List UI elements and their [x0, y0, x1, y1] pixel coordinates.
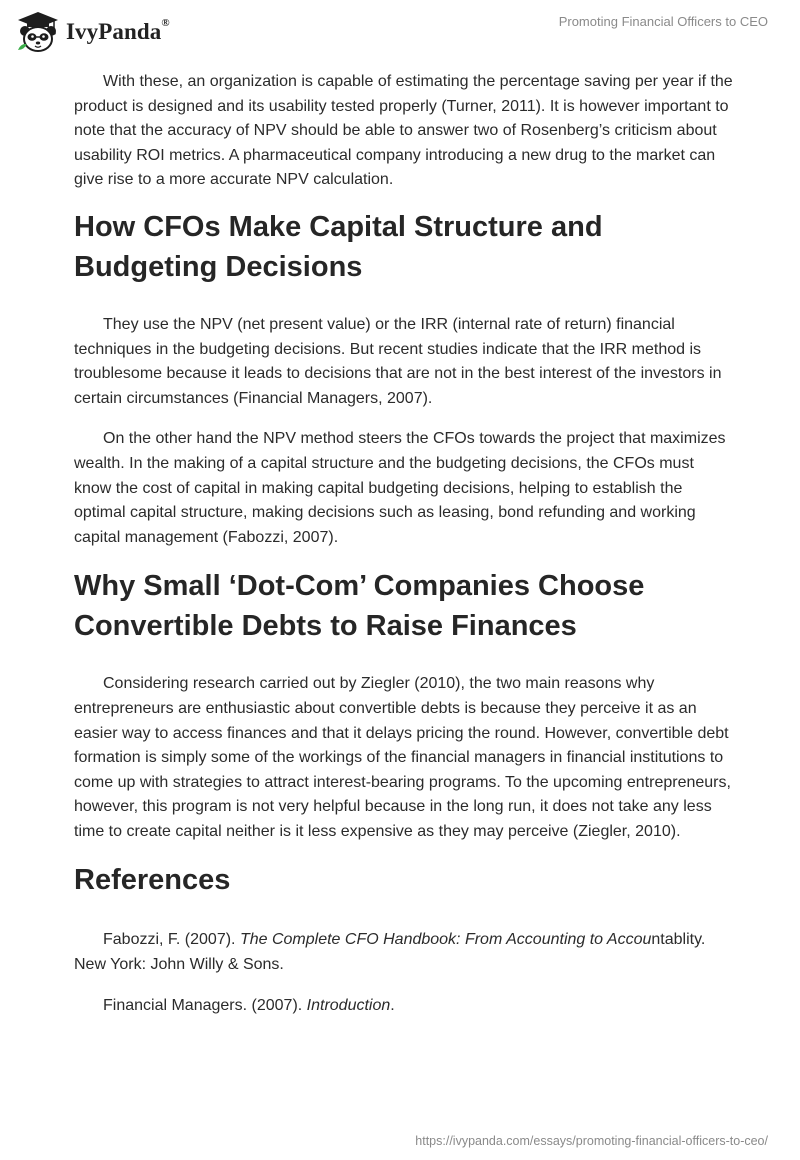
section-heading-convertible-debts: Why Small ‘Dot-Com’ Companies Choose Convertible Debts to Raise Finances [74, 570, 645, 643]
section1-paragraph-1: They use the NPV (net present value) or the IRR (internal rate of return) financial techniques in the budgeting decisions. But recent studies indicate that the IRR method is troublesome because it leads to decisions that are not in the best interest of the investors in certain circumstances (Financial Managers, 2007). [74, 315, 722, 407]
section-heading-cfo-decisions: How CFOs Make Capital Structure and Budgeting Decisions [74, 210, 603, 283]
reference-item [74, 928, 734, 977]
document-title: Promoting Financial Officers to CEO [558, 14, 768, 29]
intro-paragraph: With these, an organization is capable of estimating the percentage saving per year if the product is designed and its usability tested properly (Turner, 2011). It is however important to note that the accuracy of NPV should be able to answer two of Rosenberg’s criticism about usability ROI metrics. A pharmaceutical company introducing a new drug to the market can give rise to a more accurate NPV calculation. [74, 73, 733, 189]
page-header [0, 0, 800, 70]
reference-text: Financial Managers. (2007). [103, 996, 307, 1014]
ivypanda-logo[interactable] [16, 10, 170, 54]
reference-text: . [390, 996, 395, 1014]
reference-item [74, 994, 734, 1019]
reference-text: Fabozzi, F. (2007). [103, 931, 240, 949]
source-url-link[interactable]: https://ivypanda.com/essays/promoting-financial-officers-to-ceo/ [415, 1134, 768, 1148]
reference-text: ntablity. New York: John Willy & Sons. [74, 931, 706, 974]
reference-title: Introduction [306, 996, 391, 1014]
reference-title: The Complete CFO Handbook: From Accounting to Accou [239, 931, 652, 949]
brand-name: IvyPanda® [66, 17, 170, 44]
section1-paragraph-2: On the other hand the NPV method steers the CFOs towards the project that maximizes wealth. In the making of a capital structure and the budgeting decisions, the CFOs must know the cost of capital in making capital budgeting decisions, helping to establish the optimal capital structure, making decisions such as leasing, bond refunding and working capital management (Fabozzi, 2007). [74, 430, 726, 546]
section2-paragraph-1: Considering research carried out by Ziegler (2010), the two main reasons why entrepreneurs are enthusiastic about convertible debts is because they perceive it as an easier way to access finances and that it delays pricing the round. However, convertible debt formation is simply some of the workings of the financial managers in financial institutions to come up with strategies to attract interest-bearing programs. To the upcoming entrepreneurs, however, this program is not very helpful because in the long run, it does not take any less time to create capital neither is it less expensive as they may perceive (Ziegler, 2010). [74, 675, 731, 840]
references-heading: References [74, 864, 231, 897]
essay-content [74, 70, 734, 1034]
registered-mark: ® [161, 17, 170, 29]
panda-graduate-icon [16, 10, 60, 54]
